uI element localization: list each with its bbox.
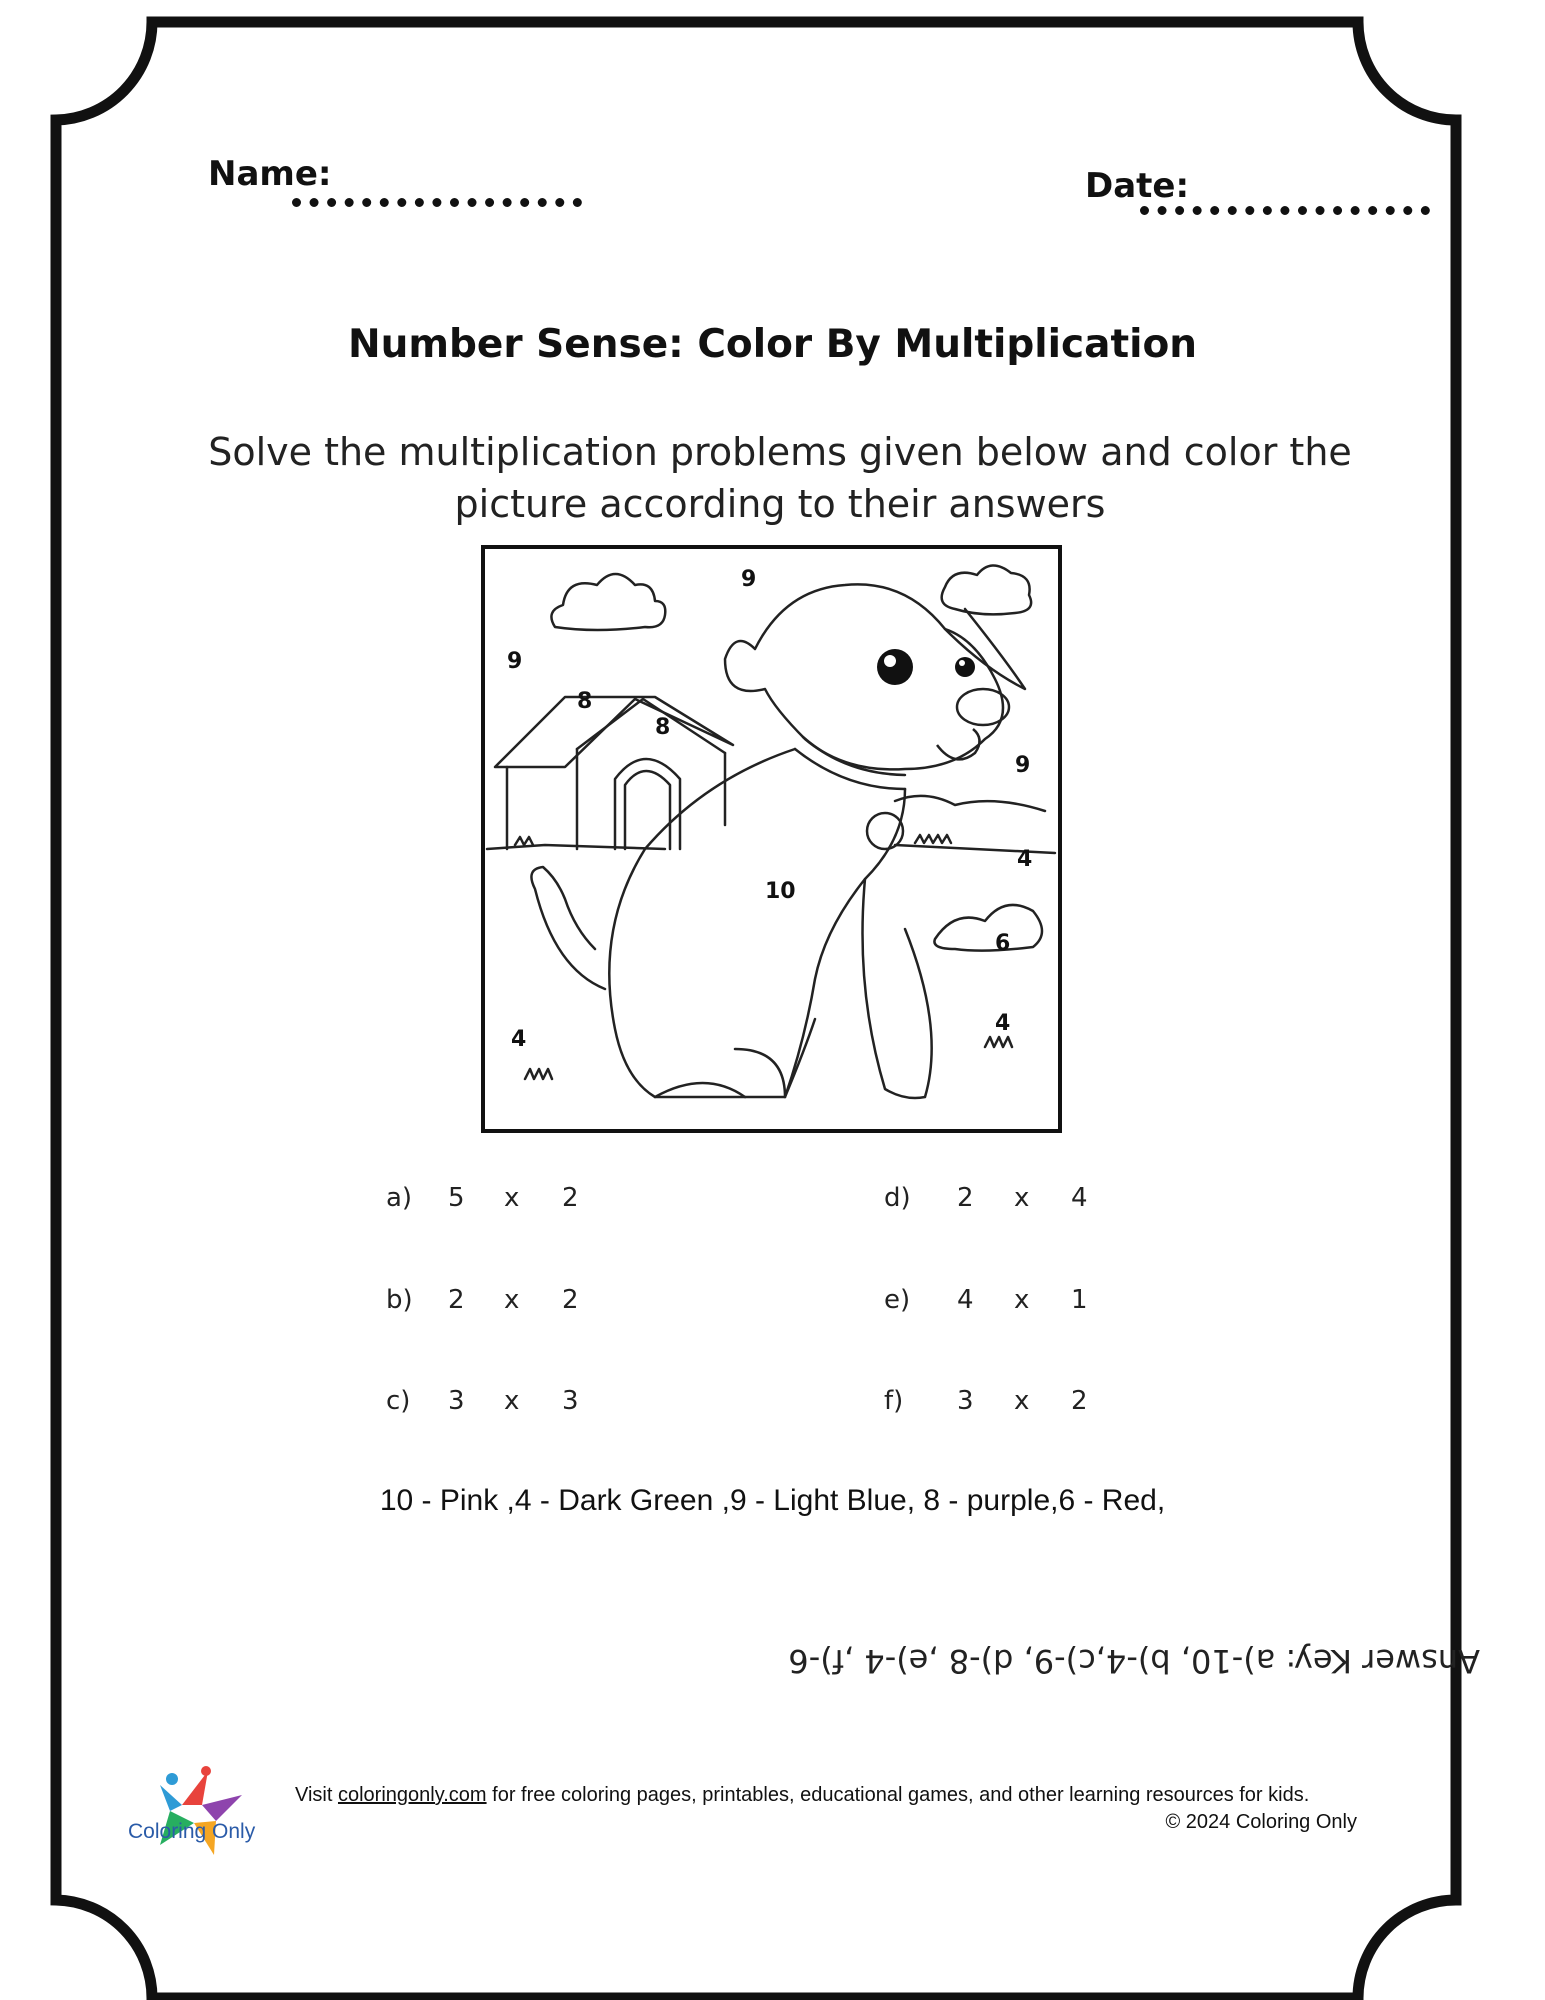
date-field[interactable]	[1140, 206, 1430, 215]
dog-head	[725, 584, 1003, 769]
answer-key: Answer Key: a)-10, b)-4,c)-9, d)-8 ,e)-4 ,f)-6	[788, 1642, 1480, 1680]
problem-operand: 2	[1071, 1386, 1088, 1416]
coloring-picture	[481, 545, 1062, 1133]
area-number: 4	[1017, 847, 1033, 872]
copyright: © 2024 Coloring Only	[1165, 1811, 1357, 1833]
dog-tail	[531, 867, 605, 989]
area-number: 8	[577, 689, 593, 714]
area-number: 9	[741, 567, 757, 592]
problem-label: d)	[884, 1183, 911, 1213]
dog-body	[609, 749, 905, 1097]
footer-visit-text	[295, 1784, 1309, 1807]
problem-label: e)	[884, 1285, 911, 1315]
area-number: 8	[655, 715, 671, 740]
logo-text: Coloring Only	[128, 1820, 256, 1843]
problem-operand: 2	[562, 1183, 579, 1213]
instructions-line-2: picture according to their answers	[454, 482, 1106, 526]
dog-eye-right	[955, 657, 975, 677]
area-number: 4	[995, 1011, 1011, 1036]
name-field[interactable]	[292, 198, 582, 207]
puppy-illustration	[485, 549, 1058, 1129]
cloud-left	[551, 574, 665, 630]
problem-operator: x	[504, 1285, 520, 1315]
area-number: 9	[1015, 753, 1031, 778]
name-label: Name:	[208, 154, 332, 194]
dog-nose	[957, 689, 1009, 725]
area-number: 10	[765, 879, 796, 904]
date-label: Date:	[1085, 166, 1190, 206]
worksheet-title: Number Sense: Color By Multiplication	[347, 322, 1198, 367]
footer-visit-prefix: Visit	[295, 1784, 333, 1806]
problem-operator: x	[1014, 1386, 1030, 1416]
instructions	[170, 426, 1390, 530]
footer-visit-suffix: for free coloring pages, printables, educational games, and other learning resources for kids.	[492, 1784, 1310, 1806]
problem-operator: x	[1014, 1285, 1030, 1315]
dog-ear-right	[945, 609, 1025, 689]
problem-operator: x	[504, 1386, 520, 1416]
instructions-line-1: Solve the multiplication problems given below and color the	[208, 430, 1352, 474]
problem-operand: 3	[562, 1386, 579, 1416]
stones	[934, 905, 1042, 951]
problem-label: a)	[386, 1183, 413, 1213]
dog-house	[495, 697, 733, 767]
problem-operand: 1	[1071, 1285, 1088, 1315]
problem-operand: 2	[562, 1285, 579, 1315]
dog-eye-left	[877, 649, 913, 685]
problem-operator: x	[504, 1183, 520, 1213]
problem-label: b)	[386, 1285, 413, 1315]
problem-label: c)	[386, 1386, 411, 1416]
area-number: 4	[511, 1027, 527, 1052]
problem-operand: 3	[448, 1386, 465, 1416]
dog-tongue	[937, 729, 980, 759]
problem-label: f)	[884, 1386, 904, 1416]
problem-operand: 2	[448, 1285, 465, 1315]
problem-operand: 5	[448, 1183, 465, 1213]
problem-operand: 4	[957, 1285, 974, 1315]
problem-operator: x	[1014, 1183, 1030, 1213]
problem-operand: 3	[957, 1386, 974, 1416]
problem-operand: 4	[1071, 1183, 1088, 1213]
site-link[interactable]: coloringonly.com	[337, 1784, 487, 1806]
area-number: 9	[507, 649, 523, 674]
cloud-right	[942, 565, 1031, 614]
problem-operand: 2	[957, 1183, 974, 1213]
area-number: 6	[995, 931, 1011, 956]
color-legend: 10 - Pink ,4 - Dark Green ,9 - Light Blue, 8 - purple,6 - Red,	[379, 1484, 1166, 1517]
